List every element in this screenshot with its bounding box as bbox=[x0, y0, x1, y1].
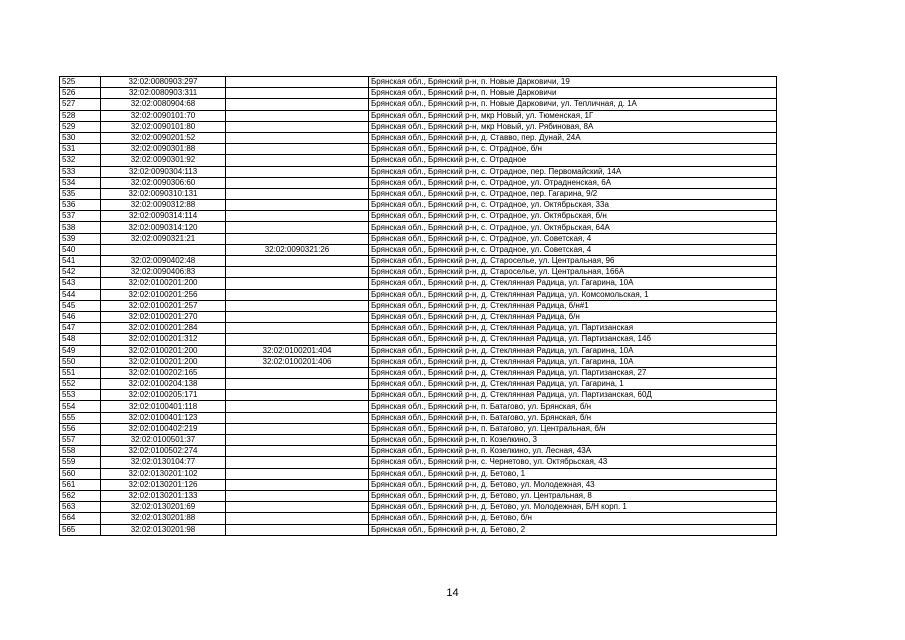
address-cell: Брянская обл., Брянский р-н, п. Батагово, ул. Брянская, б/н bbox=[369, 401, 777, 412]
table-row bbox=[60, 256, 777, 267]
cadastral-number-cell: 32:02:0090310:131 bbox=[101, 188, 226, 199]
address-cell: Брянская обл., Брянский р-н, д. Стеклянная Радица, ул. Гагарина, 10А bbox=[369, 278, 777, 289]
linked-cadastral-cell bbox=[226, 435, 369, 446]
address-cell: Брянская обл., Брянский р-н, д. Стеклянная Радица, б/н#1 bbox=[369, 300, 777, 311]
row-number-cell: 534 bbox=[60, 177, 101, 188]
cadastral-number-cell: 32:02:0090301:88 bbox=[101, 144, 226, 155]
row-number-cell: 537 bbox=[60, 211, 101, 222]
cadastral-number-cell: 32:02:0100201:312 bbox=[101, 334, 226, 345]
address-cell: Брянская обл., Брянский р-н, д. Ставво, пер. Дунай, 24А bbox=[369, 132, 777, 143]
linked-cadastral-cell bbox=[226, 110, 369, 121]
address-cell: Брянская обл., Брянский р-н, д. Стеклянная Радица, ул. Гагарина, 10А bbox=[369, 356, 777, 367]
address-cell: Брянская обл., Брянский р-н, с. Отрадное, ул. Советская, 4 bbox=[369, 244, 777, 255]
row-number-cell: 564 bbox=[60, 513, 101, 524]
table-row bbox=[60, 390, 777, 401]
cadastral-number-cell: 32:02:0090321:21 bbox=[101, 233, 226, 244]
linked-cadastral-cell: 32:02:0100201:406 bbox=[226, 356, 369, 367]
linked-cadastral-cell bbox=[226, 200, 369, 211]
linked-cadastral-cell bbox=[226, 99, 369, 110]
row-number-cell: 561 bbox=[60, 479, 101, 490]
linked-cadastral-cell bbox=[226, 77, 369, 88]
address-cell: Брянская обл., Брянский р-н, д. Стеклянная Радица, ул. Партизанская, 27 bbox=[369, 367, 777, 378]
linked-cadastral-cell bbox=[226, 132, 369, 143]
cadastral-number-cell: 32:02:0090314:120 bbox=[101, 222, 226, 233]
address-cell: Брянская обл., Брянский р-н, д. Староселье, ул. Центральная, 96 bbox=[369, 256, 777, 267]
linked-cadastral-cell bbox=[226, 446, 369, 457]
linked-cadastral-cell bbox=[226, 379, 369, 390]
address-cell: Брянская обл., Брянский р-н, с. Чернетово, ул. Октябрьская, 43 bbox=[369, 457, 777, 468]
row-number-cell: 549 bbox=[60, 345, 101, 356]
row-number-cell: 557 bbox=[60, 435, 101, 446]
address-cell: Брянская обл., Брянский р-н, д. Стеклянная Радица, ул. Комсомольская, 1 bbox=[369, 289, 777, 300]
table-row bbox=[60, 513, 777, 524]
address-cell: Брянская обл., Брянский р-н, п. Батагово, ул. Брянская, б/н bbox=[369, 412, 777, 423]
address-cell: Брянская обл., Брянский р-н, д. Стеклянная Радица, б/н bbox=[369, 311, 777, 322]
table-row bbox=[60, 177, 777, 188]
row-number-cell: 544 bbox=[60, 289, 101, 300]
address-cell: Брянская обл., Брянский р-н, п. Козелкино, ул. Лесная, 43А bbox=[369, 446, 777, 457]
table-row bbox=[60, 345, 777, 356]
table-row bbox=[60, 423, 777, 434]
table-row bbox=[60, 502, 777, 513]
cadastral-number-cell: 32:02:0130201:133 bbox=[101, 490, 226, 501]
cadastral-number-cell: 32:02:0090312:88 bbox=[101, 200, 226, 211]
address-cell: Брянская обл., Брянский р-н, п. Новые Дарковичи bbox=[369, 88, 777, 99]
table-row bbox=[60, 121, 777, 132]
cadastral-number-cell: 32:02:0100204:138 bbox=[101, 379, 226, 390]
linked-cadastral-cell bbox=[226, 513, 369, 524]
linked-cadastral-cell bbox=[226, 289, 369, 300]
row-number-cell: 546 bbox=[60, 311, 101, 322]
linked-cadastral-cell bbox=[226, 502, 369, 513]
table-row bbox=[60, 334, 777, 345]
address-cell: Брянская обл., Брянский р-н, д. Бетово, 2 bbox=[369, 524, 777, 535]
linked-cadastral-cell bbox=[226, 423, 369, 434]
row-number-cell: 538 bbox=[60, 222, 101, 233]
linked-cadastral-cell bbox=[226, 468, 369, 479]
address-cell: Брянская обл., Брянский р-н, д. Стеклянная Радица, ул. Гагарина, 10А bbox=[369, 345, 777, 356]
linked-cadastral-cell bbox=[226, 479, 369, 490]
row-number-cell: 554 bbox=[60, 401, 101, 412]
cadastral-number-cell: 32:02:0130201:126 bbox=[101, 479, 226, 490]
row-number-cell: 531 bbox=[60, 144, 101, 155]
row-number-cell: 530 bbox=[60, 132, 101, 143]
table-row bbox=[60, 267, 777, 278]
cadastral-number-cell: 32:02:0100205:171 bbox=[101, 390, 226, 401]
cadastral-number-cell bbox=[101, 244, 226, 255]
address-cell: Брянская обл., Брянский р-н, с. Отрадное, ул. Советская, 4 bbox=[369, 233, 777, 244]
table-row bbox=[60, 379, 777, 390]
table-row bbox=[60, 244, 777, 255]
cadastral-number-cell: 32:02:0090406:83 bbox=[101, 267, 226, 278]
table-row bbox=[60, 457, 777, 468]
address-cell: Брянская обл., Брянский р-н, с. Отрадное, ул. Отрадненская, 6А bbox=[369, 177, 777, 188]
cadastral-number-cell: 32:02:0130104:77 bbox=[101, 457, 226, 468]
cadastral-number-cell: 32:02:0100202:165 bbox=[101, 367, 226, 378]
cadastral-number-cell: 32:02:0090301:92 bbox=[101, 155, 226, 166]
linked-cadastral-cell bbox=[226, 300, 369, 311]
cadastral-number-cell: 32:02:0100502:274 bbox=[101, 446, 226, 457]
address-cell: Брянская обл., Брянский р-н, п. Новые Дарковичи, ул. Тепличная, д. 1А bbox=[369, 99, 777, 110]
row-number-cell: 553 bbox=[60, 390, 101, 401]
cadastral-number-cell: 32:02:0100401:118 bbox=[101, 401, 226, 412]
address-cell: Брянская обл., Брянский р-н, п. Козелкино, 3 bbox=[369, 435, 777, 446]
linked-cadastral-cell bbox=[226, 155, 369, 166]
cadastral-number-cell: 32:02:0090101:80 bbox=[101, 121, 226, 132]
table-row bbox=[60, 446, 777, 457]
linked-cadastral-cell bbox=[226, 278, 369, 289]
cadastral-number-cell: 32:02:0100201:284 bbox=[101, 323, 226, 334]
cadastral-number-cell: 32:02:0090306:60 bbox=[101, 177, 226, 188]
linked-cadastral-cell bbox=[226, 121, 369, 132]
cadastral-number-cell: 32:02:0100201:200 bbox=[101, 356, 226, 367]
cadastral-number-cell: 32:02:0100201:200 bbox=[101, 345, 226, 356]
row-number-cell: 565 bbox=[60, 524, 101, 535]
table-row bbox=[60, 490, 777, 501]
row-number-cell: 556 bbox=[60, 423, 101, 434]
row-number-cell: 540 bbox=[60, 244, 101, 255]
linked-cadastral-cell: 32:02:0100201:404 bbox=[226, 345, 369, 356]
row-number-cell: 555 bbox=[60, 412, 101, 423]
table-row bbox=[60, 144, 777, 155]
address-cell: Брянская обл., Брянский р-н, д. Стеклянная Радица, ул. Партизанская, 14б bbox=[369, 334, 777, 345]
row-number-cell: 525 bbox=[60, 77, 101, 88]
linked-cadastral-cell bbox=[226, 334, 369, 345]
address-cell: Брянская обл., Брянский р-н, с. Отрадное bbox=[369, 155, 777, 166]
cadastral-number-cell: 32:02:0130201:102 bbox=[101, 468, 226, 479]
linked-cadastral-cell bbox=[226, 88, 369, 99]
row-number-cell: 533 bbox=[60, 166, 101, 177]
cadastral-number-cell: 32:02:0080903:311 bbox=[101, 88, 226, 99]
address-cell: Брянская обл., Брянский р-н, д. Стеклянная Радица, ул. Партизанская bbox=[369, 323, 777, 334]
registry-table bbox=[59, 76, 777, 536]
linked-cadastral-cell bbox=[226, 222, 369, 233]
row-number-cell: 562 bbox=[60, 490, 101, 501]
cadastral-number-cell: 32:02:0100201:200 bbox=[101, 278, 226, 289]
linked-cadastral-cell bbox=[226, 256, 369, 267]
table-row bbox=[60, 132, 777, 143]
linked-cadastral-cell bbox=[226, 390, 369, 401]
cadastral-number-cell: 32:02:0100402:219 bbox=[101, 423, 226, 434]
table-row bbox=[60, 468, 777, 479]
cadastral-number-cell: 32:02:0100201:256 bbox=[101, 289, 226, 300]
table-row bbox=[60, 300, 777, 311]
row-number-cell: 527 bbox=[60, 99, 101, 110]
cadastral-number-cell: 32:02:0080904:68 bbox=[101, 99, 226, 110]
linked-cadastral-cell bbox=[226, 211, 369, 222]
address-cell: Брянская обл., Брянский р-н, с. Отрадное, ул. Октябрьская, 33а bbox=[369, 200, 777, 211]
linked-cadastral-cell bbox=[226, 401, 369, 412]
address-cell: Брянская обл., Брянский р-н, д. Бетово, ул. Центральная, 8 bbox=[369, 490, 777, 501]
registry-table-body bbox=[60, 77, 777, 536]
address-cell: Брянская обл., Брянский р-н, с. Отрадное, пер. Первомайский, 14А bbox=[369, 166, 777, 177]
table-row bbox=[60, 200, 777, 211]
table-row bbox=[60, 77, 777, 88]
table-row bbox=[60, 367, 777, 378]
row-number-cell: 558 bbox=[60, 446, 101, 457]
row-number-cell: 528 bbox=[60, 110, 101, 121]
row-number-cell: 550 bbox=[60, 356, 101, 367]
table-row bbox=[60, 88, 777, 99]
table-row bbox=[60, 435, 777, 446]
table-row bbox=[60, 479, 777, 490]
table-row bbox=[60, 524, 777, 535]
row-number-cell: 559 bbox=[60, 457, 101, 468]
page-number: 14 bbox=[446, 587, 459, 599]
linked-cadastral-cell bbox=[226, 490, 369, 501]
row-number-cell: 548 bbox=[60, 334, 101, 345]
address-cell: Брянская обл., Брянский р-н, мкр Новый, ул. Рябиновая, 8А bbox=[369, 121, 777, 132]
linked-cadastral-cell bbox=[226, 188, 369, 199]
row-number-cell: 541 bbox=[60, 256, 101, 267]
cadastral-number-cell: 32:02:0100501:37 bbox=[101, 435, 226, 446]
linked-cadastral-cell bbox=[226, 311, 369, 322]
linked-cadastral-cell bbox=[226, 524, 369, 535]
row-number-cell: 536 bbox=[60, 200, 101, 211]
address-cell: Брянская обл., Брянский р-н, мкр Новый, ул. Тюменская, 1Г bbox=[369, 110, 777, 121]
table-row bbox=[60, 188, 777, 199]
linked-cadastral-cell bbox=[226, 412, 369, 423]
table-row bbox=[60, 278, 777, 289]
cadastral-number-cell: 32:02:0090201:52 bbox=[101, 132, 226, 143]
table-row bbox=[60, 356, 777, 367]
row-number-cell: 535 bbox=[60, 188, 101, 199]
cadastral-number-cell: 32:02:0090304:113 bbox=[101, 166, 226, 177]
linked-cadastral-cell bbox=[226, 177, 369, 188]
address-cell: Брянская обл., Брянский р-н, д. Бетово, б/н bbox=[369, 513, 777, 524]
cadastral-number-cell: 32:02:0100401:123 bbox=[101, 412, 226, 423]
address-cell: Брянская обл., Брянский р-н, с. Отрадное, пер. Гагарина, 9/2 bbox=[369, 188, 777, 199]
table-row bbox=[60, 412, 777, 423]
row-number-cell: 529 bbox=[60, 121, 101, 132]
cadastral-number-cell: 32:02:0100201:257 bbox=[101, 300, 226, 311]
cadastral-number-cell: 32:02:0130201:69 bbox=[101, 502, 226, 513]
cadastral-number-cell: 32:02:0130201:88 bbox=[101, 513, 226, 524]
address-cell: Брянская обл., Брянский р-н, п. Батагово, ул. Центральная, б/н bbox=[369, 423, 777, 434]
address-cell: Брянская обл., Брянский р-н, д. Бетово, ул. Молодежная, Б/Н корп. 1 bbox=[369, 502, 777, 513]
cadastral-number-cell: 32:02:0090402:48 bbox=[101, 256, 226, 267]
cadastral-number-cell: 32:02:0100201:270 bbox=[101, 311, 226, 322]
address-cell: Брянская обл., Брянский р-н, с. Отрадное, б/н bbox=[369, 144, 777, 155]
table-row bbox=[60, 323, 777, 334]
row-number-cell: 526 bbox=[60, 88, 101, 99]
table-row bbox=[60, 233, 777, 244]
linked-cadastral-cell: 32:02:0090321:26 bbox=[226, 244, 369, 255]
address-cell: Брянская обл., Брянский р-н, д. Стеклянная Радица, ул. Гагарина, 1 bbox=[369, 379, 777, 390]
address-cell: Брянская обл., Брянский р-н, с. Отрадное, ул. Октябрьская, 64А bbox=[369, 222, 777, 233]
table-row bbox=[60, 211, 777, 222]
row-number-cell: 563 bbox=[60, 502, 101, 513]
linked-cadastral-cell bbox=[226, 144, 369, 155]
address-cell: Брянская обл., Брянский р-н, п. Новые Дарковичи, 19 bbox=[369, 77, 777, 88]
address-cell: Брянская обл., Брянский р-н, д. Стеклянная Радица, ул. Партизанская, 60Д bbox=[369, 390, 777, 401]
row-number-cell: 532 bbox=[60, 155, 101, 166]
table-row bbox=[60, 110, 777, 121]
cadastral-number-cell: 32:02:0090101:70 bbox=[101, 110, 226, 121]
row-number-cell: 543 bbox=[60, 278, 101, 289]
linked-cadastral-cell bbox=[226, 323, 369, 334]
row-number-cell: 547 bbox=[60, 323, 101, 334]
address-cell: Брянская обл., Брянский р-н, д. Староселье, ул. Центральная, 166А bbox=[369, 267, 777, 278]
table-row bbox=[60, 289, 777, 300]
cadastral-number-cell: 32:02:0090314:114 bbox=[101, 211, 226, 222]
cadastral-number-cell: 32:02:0130201:98 bbox=[101, 524, 226, 535]
row-number-cell: 560 bbox=[60, 468, 101, 479]
linked-cadastral-cell bbox=[226, 233, 369, 244]
table-row bbox=[60, 155, 777, 166]
cadastral-number-cell: 32:02:0080903:297 bbox=[101, 77, 226, 88]
row-number-cell: 545 bbox=[60, 300, 101, 311]
linked-cadastral-cell bbox=[226, 457, 369, 468]
table-row bbox=[60, 99, 777, 110]
row-number-cell: 542 bbox=[60, 267, 101, 278]
address-cell: Брянская обл., Брянский р-н, д. Бетово, ул. Молодежная, 43 bbox=[369, 479, 777, 490]
table-row bbox=[60, 166, 777, 177]
row-number-cell: 539 bbox=[60, 233, 101, 244]
row-number-cell: 552 bbox=[60, 379, 101, 390]
row-number-cell: 551 bbox=[60, 367, 101, 378]
linked-cadastral-cell bbox=[226, 367, 369, 378]
table-row bbox=[60, 222, 777, 233]
linked-cadastral-cell bbox=[226, 166, 369, 177]
address-cell: Брянская обл., Брянский р-н, с. Отрадное, ул. Октябрьская, б/н bbox=[369, 211, 777, 222]
linked-cadastral-cell bbox=[226, 267, 369, 278]
table-row bbox=[60, 311, 777, 322]
table-row bbox=[60, 401, 777, 412]
address-cell: Брянская обл., Брянский р-н, д. Бетово, 1 bbox=[369, 468, 777, 479]
